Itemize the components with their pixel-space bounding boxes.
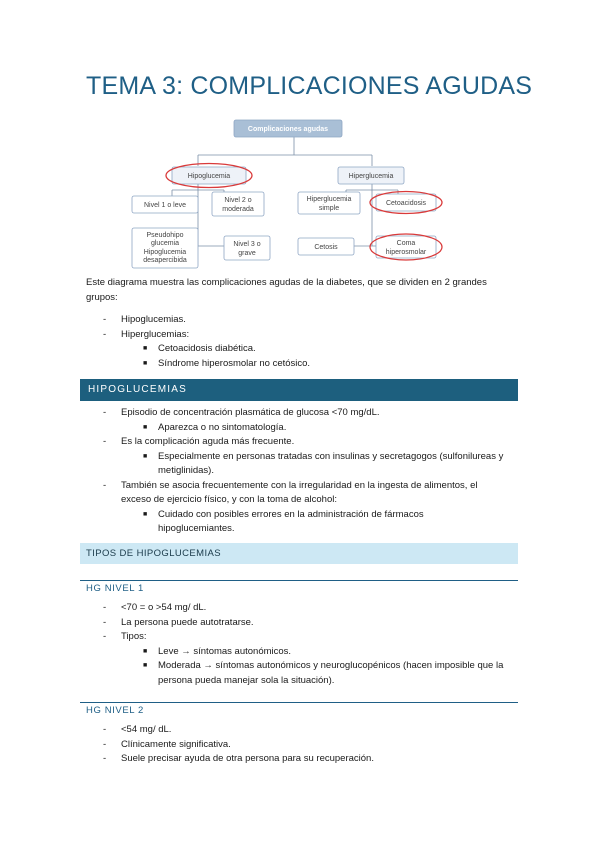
list-item: - Hiperglucemias: bbox=[103, 328, 190, 340]
list-item: - Es la complicación aguda más frecuente. bbox=[103, 436, 295, 447]
list-subitem: ■ Especialmente en personas tratadas con insulinas y secretagogos (sulfonilureas y bbox=[143, 450, 504, 462]
diagram-nivel2-line1: Nivel 2 o bbox=[224, 197, 252, 204]
subheading-hg-nivel-1: HG NIVEL 1 bbox=[86, 583, 144, 594]
hipoglucemias-list bbox=[86, 406, 518, 537]
list-subitem: ■ Síndrome hiperosmolar no cetósico. bbox=[143, 357, 311, 369]
diagram-connectors bbox=[172, 137, 398, 246]
diagram-hipo-label: Hipoglucemia bbox=[187, 173, 231, 180]
list-subitem-cont: hipoglucemiantes. bbox=[158, 523, 235, 534]
list-item: - Clínicamente significativa. bbox=[103, 738, 231, 750]
list-item: - Suele precisar ayuda de otra persona para su recuperación. bbox=[103, 753, 374, 764]
hg-nivel-1-list bbox=[86, 601, 518, 688]
diagram-nivel2-line2: moderada bbox=[222, 206, 254, 213]
diagram-coma-line1: Coma bbox=[396, 240, 416, 247]
list-item: - <54 mg/ dL. bbox=[103, 724, 172, 735]
diagram-desap-line2: desapercibida bbox=[143, 257, 187, 264]
diagram-nivel1-label: Nivel 1 o leve bbox=[143, 202, 187, 209]
diagram-coma-line2: hiperosmolar bbox=[385, 249, 427, 256]
diagram-hiper-label: Hiperglucemia bbox=[348, 173, 394, 180]
list-subitem-cont: metiglinidas). bbox=[158, 465, 214, 476]
list-item: - <70 = o >54 mg/ dL. bbox=[103, 602, 207, 613]
list-subitem: ■ Leve → síntomas autonómicos. bbox=[143, 645, 292, 657]
rule-top-hg1 bbox=[80, 580, 518, 581]
list-subitem: ■ Cuidado con posibles errores en la administración de fármacos bbox=[143, 508, 424, 520]
diagram-hipersimple-line2: simple bbox=[318, 205, 340, 212]
list-subitem: ■ Cetoacidosis diabética. bbox=[143, 343, 256, 354]
complications-diagram bbox=[120, 110, 448, 270]
list-item: - Hipoglucemias. bbox=[103, 314, 186, 325]
diagram-svg bbox=[120, 110, 448, 270]
subheading-hg-nivel-2: HG NIVEL 2 bbox=[86, 705, 144, 716]
diagram-pseudo-line1: Pseudohipo bbox=[146, 232, 184, 239]
list-item: - También se asocia frecuentemente con la irregularidad en la ingesta de alimentos, el bbox=[103, 479, 478, 491]
list-subitem-cont: persona pueda manejar sola la situación). bbox=[158, 674, 335, 686]
diagram-nivel3-line1: Nivel 3 o bbox=[233, 241, 261, 248]
list-item: - Tipos: bbox=[103, 631, 147, 642]
list-item-cont: exceso de ejercicio físico, y con la toma de alcohol: bbox=[121, 494, 337, 505]
section-heading-hipoglucemias: HIPOGLUCEMIAS bbox=[80, 379, 518, 401]
intro-paragraph bbox=[86, 275, 516, 371]
list-subitem: ■ Moderada → síntomas autonómicos y neuroglucopénicos (hacen imposible que la bbox=[143, 660, 504, 671]
section-heading-tipos: TIPOS DE HIPOGLUCEMIAS bbox=[80, 543, 518, 564]
diagram-nivel3-line2: grave bbox=[238, 250, 256, 257]
rule-top-hg2 bbox=[80, 702, 518, 703]
diagram-hipersimple-line1: Hiperglucemia bbox=[306, 196, 352, 203]
diagram-pseudo-line2: glucemia bbox=[150, 240, 180, 247]
intro-line-2: grupos: bbox=[86, 292, 118, 303]
diagram-desap-line1: Hipoglucemia bbox=[143, 249, 187, 256]
list-item: - La persona puede autotratarse. bbox=[103, 616, 254, 628]
diagram-root-label: Complicaciones agudas bbox=[247, 126, 329, 133]
diagram-cetoacidosis-label: Cetoacidosis bbox=[385, 200, 427, 207]
intro-line-1: Este diagrama muestra las complicaciones agudas de la diabetes, que se dividen en 2 grandes bbox=[86, 277, 487, 288]
hg-nivel-2-list bbox=[86, 723, 518, 767]
diagram-cetosis-label: Cetosis bbox=[314, 244, 338, 251]
list-item: - Episodio de concentración plasmática de glucosa <70 mg/dL. bbox=[103, 407, 380, 418]
list-subitem: ■ Aparezca o no sintomatología. bbox=[143, 421, 287, 433]
page-title: TEMA 3: COMPLICACIONES AGUDAS bbox=[86, 72, 533, 100]
